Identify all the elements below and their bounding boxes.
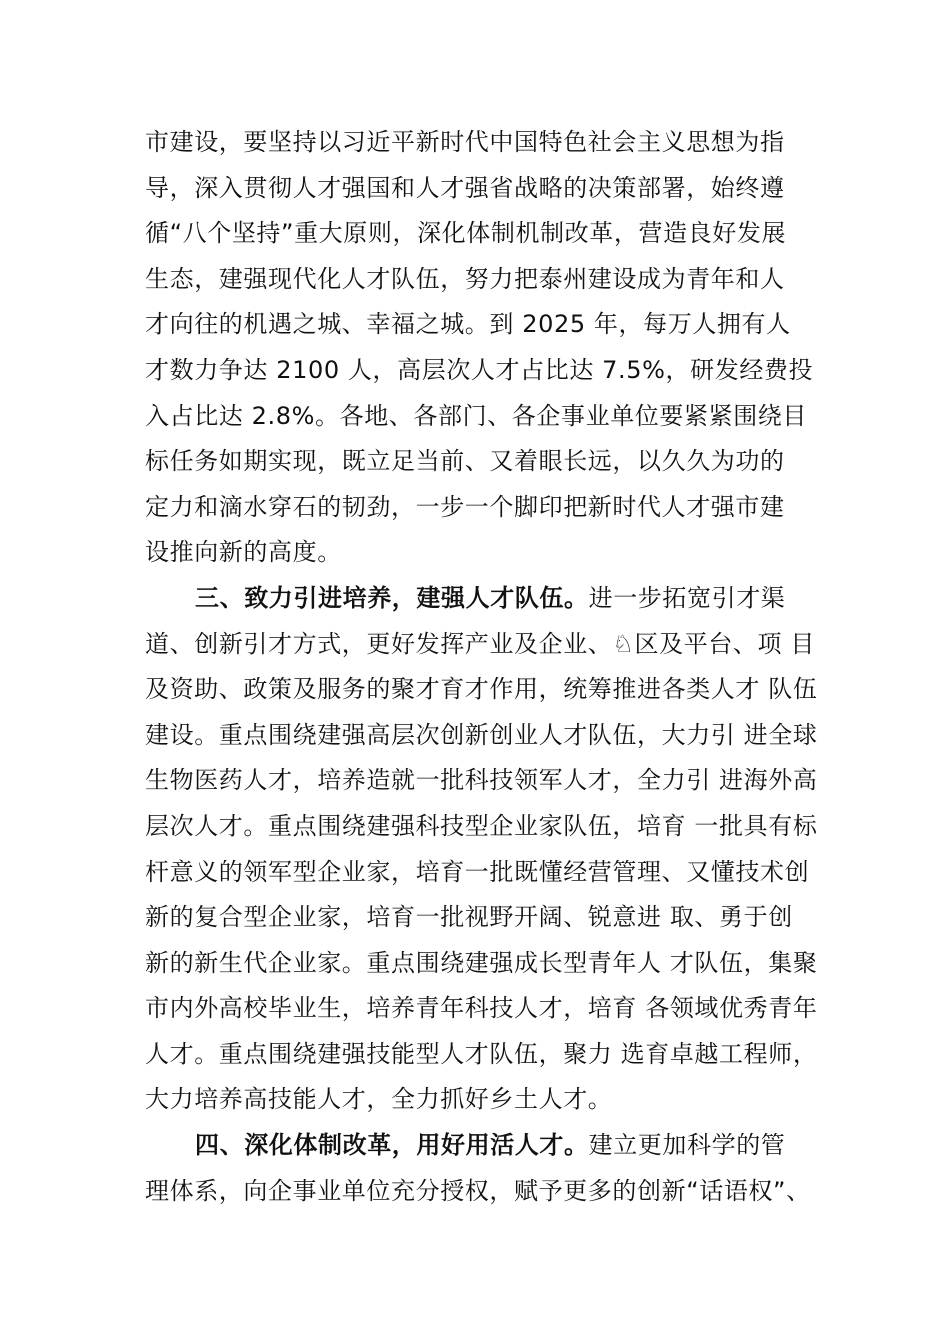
section-3-line-4: 生物医药人才，培养造就一批科技领军人才，全力引 进海外高 [145, 766, 818, 795]
section-3-line-7: 新的复合型企业家，培育一批视野开阔、锐意进 取、勇于创 [145, 903, 793, 932]
section-3-line-5: 层次人才。重点围绕建强科技型企业家队伍，培育 一批具有标 [145, 811, 818, 840]
section-3-first-line [145, 576, 835, 622]
body-line-9: 定力和滴水穿石的韧劲，一步一个脚印把新时代人才强市建 [145, 492, 785, 521]
section-4-heading: 四、深化体制改革，用好用活人才。 [195, 1131, 589, 1160]
section-3-line-1: 道、创新引才方式，更好发挥产业及企业、♘区及平台、项 目 [145, 629, 815, 658]
body-line-1: 市建设，要坚持以习近平新时代中国特色社会主义思想为指 [145, 128, 785, 156]
body-line-10: 设推向新的高度。 [145, 538, 342, 567]
section-3-line-2: 及资助、政策及服务的聚才育才作用，统筹推进各类人才 队伍 [145, 675, 818, 704]
body-line-4: 生态，建强现代化人才队伍，努力把泰州建设成为青年和人 [145, 264, 785, 293]
section-3-line-8: 新的新生代企业家。重点围绕建强成长型青年人 才队伍，集聚 [145, 948, 818, 977]
body-line-7: 入占比达 2.8%。各地、各部门、各企事业单位要紧紧围绕目 [145, 401, 807, 430]
section-3-line-3: 建设。重点围绕建强高层次创新创业人才队伍，大力引 进全球 [145, 720, 818, 749]
section-3-line-10: 人才。重点围绕建强技能型人才队伍，聚力 选育卓越工程师， [145, 1039, 818, 1068]
section-4-first-line [145, 1123, 835, 1169]
section-3-line-11: 大力培养高技能人才，全力抓好乡土人才。 [145, 1085, 613, 1114]
section-3-first-text: 进一步拓宽引才渠 [588, 583, 786, 612]
body-line-6: 才数力争达 2100 人，高层次人才占比达 7.5%，研发经费投 [145, 355, 814, 384]
section-4-first-text: 建立更加科学的管 [588, 1131, 786, 1160]
section-3-line-9: 市内外高校毕业生，培养青年科技人才，培育 各领域优秀青年 [145, 994, 818, 1023]
section-3-line-6: 杆意义的领军型企业家，培育一批既懂经营管理、又懂技术创 [145, 857, 810, 886]
section-4-line-1: 理体系，向企事业单位充分授权，赋予更多的创新“话语权”、 [145, 1176, 811, 1205]
section-3-heading: 三、致力引进培养，建强人才队伍。 [195, 583, 589, 612]
body-line-8: 标任务如期实现，既立足当前、又着眼长远，以久久为功的 [145, 447, 785, 476]
body-line-2: 导，深入贯彻人才强国和人才强省战略的决策部署，始终遵 [145, 173, 785, 202]
body-line-3: 循“八个坚持”重大原则，深化体制机制改革，营造良好发展 [145, 219, 787, 248]
document-body [145, 120, 835, 1214]
body-line-5: 才向往的机遇之城、幸福之城。到 2025 年，每万人拥有人 [145, 310, 791, 339]
